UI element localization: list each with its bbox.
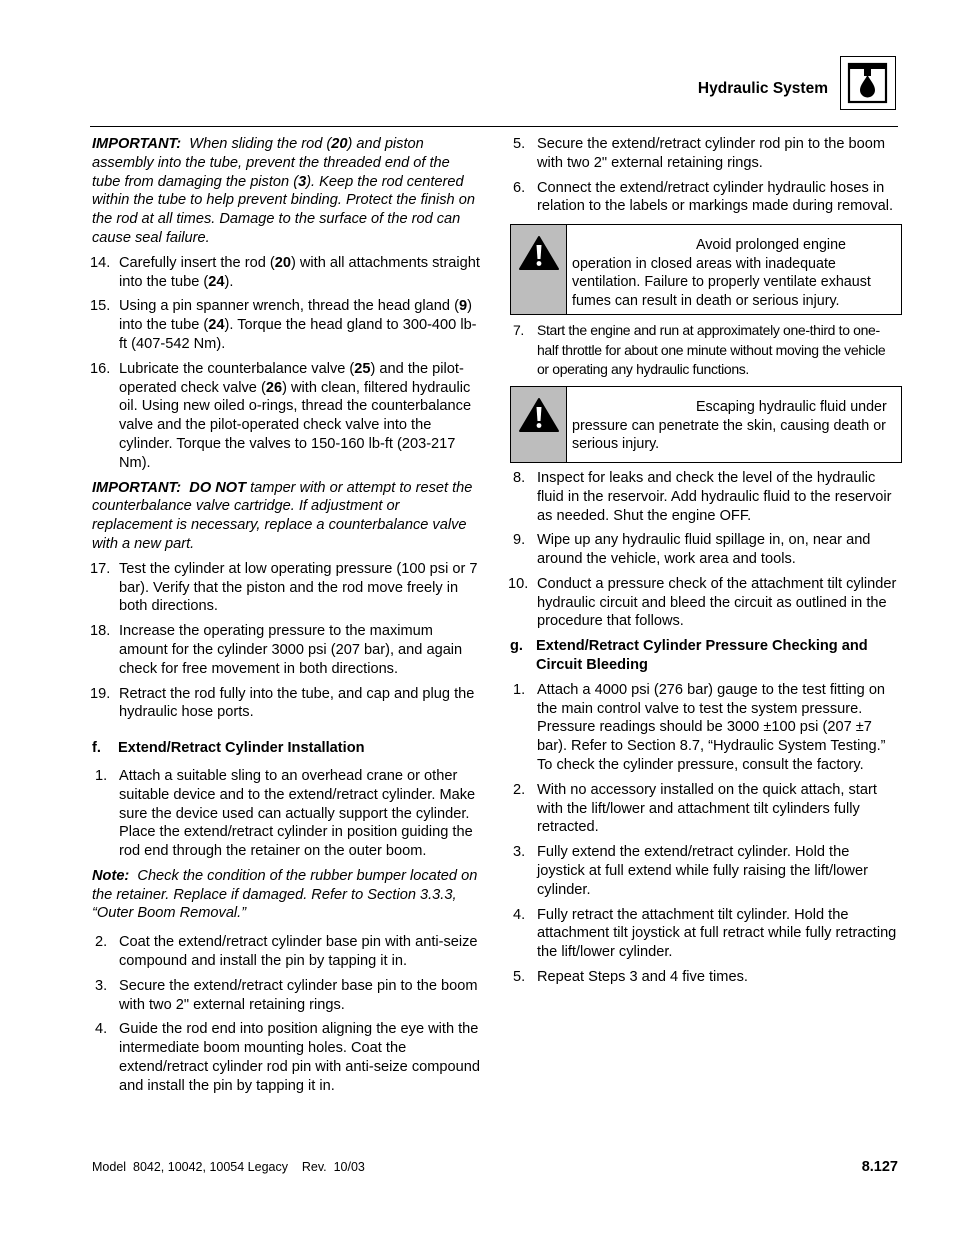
list-item: 9. Wipe up any hydraulic fluid spillage in, on, near and around the vehicle, work area and tools. <box>513 532 871 568</box>
note: Note: Check the condition of the rubber bumper located on the retainer. Replace if damaged. Refer to Section 3.3.3, “Outer Boom Removal.” <box>92 867 478 922</box>
list-item: 18. Increase the operating pressure to the maximum amount for the cylinder 3000 psi (207 bar), and again check for free movement in both directions. <box>90 623 463 677</box>
right-column <box>510 135 900 993</box>
list-item: 17. Test the cylinder at low operating pressure (100 psi or 7 bar). Verify that the piston and the rod move freely in both directions. <box>90 560 478 615</box>
page-section-title: Hydraulic System <box>697 80 828 97</box>
important-note: IMPORTANT: When sliding the rod (20) and piston assembly into the tube, prevent the threaded end of the tube from damaging the piston (3). Keep the rod centered within the tube to help prevent binding. Protect the finish on the rod at all times. Damage to the surface of the rod can cause seal failure. <box>92 136 475 246</box>
list-item: 15. Using a pin spanner wrench, thread the head gland (9) into the tube (24). Torque the head gland to 300-400 lb-ft (407-542 Nm). <box>90 298 477 352</box>
list-item: 19. Retract the rod fully into the tube, and cap and plug the hydraulic hose ports. <box>90 685 475 721</box>
list-item: 1. Attach a suitable sling to an overhead crane or other suitable device and to the extend/retract cylinder. Make sure the device used can actually support the cylinder. Place the extend/retract cylinder in position guiding the rod end through the retainer on the outer boom. <box>95 767 476 860</box>
list-item: 2. Coat the extend/retract cylinder base pin with anti-seize compound and install the pin by tapping it in. <box>95 934 478 970</box>
list-item: 5. Secure the extend/retract cylinder rod pin to the boom with two 2" external retaining rings. <box>513 136 886 171</box>
header-divider <box>90 126 898 127</box>
section-heading-g: g. Extend/Retract Cylinder Pressure Checking and Circuit Bleeding <box>510 638 868 674</box>
hydraulic-system-icon <box>840 56 896 110</box>
section-heading-f: f. Extend/Retract Cylinder Installation <box>92 740 365 757</box>
list-item: 5. Repeat Steps 3 and 4 five times. <box>513 969 748 986</box>
warning-box: Avoid prolonged engine operation in closed areas with inadequate ventilation. Failure to properly ventilate exhaust fumes can result in death or serious injury. <box>510 224 902 315</box>
list-item: 3. Fully extend the extend/retract cylinder. Hold the joystick at full extend while fully raising the lift/lower cylinder. <box>513 844 868 898</box>
list-item: 4. Guide the rod end into position aligning the eye with the intermediate boom mounting holes. Coat the extend/retract cylinder rod pin with anti-seize compound and install the pin by tapping it in. <box>95 1021 480 1094</box>
footer-model-revision: Model 8042, 10042, 10054 Legacy Rev. 10/03 <box>92 1160 365 1174</box>
warning-triangle-icon <box>518 397 560 433</box>
list-item: 6. Connect the extend/retract cylinder hydraulic hoses in relation to the labels or markings made during removal. <box>513 179 894 215</box>
left-column <box>92 135 482 1102</box>
warning-triangle-icon <box>518 235 560 271</box>
page-number: 8.127 <box>861 1159 898 1175</box>
warning-box: Escaping hydraulic fluid under pressure can penetrate the skin, causing death or serious injury. <box>510 386 902 463</box>
list-item: 4. Fully retract the attachment tilt cylinder. Hold the attachment tilt joystick at full retract while fully retracting the lift/lower cylinder. <box>513 906 897 961</box>
list-item: 10. Conduct a pressure check of the attachment tilt cylinder hydraulic circuit and bleed the circuit as outlined in the procedure that follows. <box>508 575 897 630</box>
list-item: 3. Secure the extend/retract cylinder base pin to the boom with two 2" external retaining rings. <box>95 977 478 1013</box>
list-item: 7. Start the engine and run at approximately one-third to one-half throttle for about one minute without moving the vehicle or operating any hydraulic functions. <box>513 322 886 377</box>
list-item: 2. With no accessory installed on the quick attach, start with the lift/lower and attachment tilt cylinders fully retracted. <box>513 781 877 836</box>
important-note: IMPORTANT: DO NOT tamper with or attempt to reset the counterbalance valve cartridge. If adjustment or replacement is necessary, replace a counterbalance valve with a new part. <box>92 479 473 552</box>
list-item: 16. Lubricate the counterbalance valve (25) and the pilot-operated check valve (26) with clean, filtered hydraulic oil. Using new oiled o-rings, thread the counterbalance valve and the pilot-operated check valve into the cylinder. Torque the valves to 150-160 lb-ft (203-217 Nm). <box>90 360 472 471</box>
list-item: 1. Attach a 4000 psi (276 bar) gauge to the test fitting on the main control valve to test the system pressure. Pressure readings should be 3000 ±100 psi (207 ±7 bar). Refer to Section 8.7, “Hydraulic System Testing.” To check the cylinder pressure, consult the factory. <box>513 681 886 774</box>
list-item: 8. Inspect for leaks and check the level of the hydraulic fluid in the reservoir. Add hydraulic fluid to the reservoir as needed. Shut the engine OFF. <box>513 469 892 524</box>
list-item: 14. Carefully insert the rod (20) with all attachments straight into the tube (24). <box>90 254 480 290</box>
